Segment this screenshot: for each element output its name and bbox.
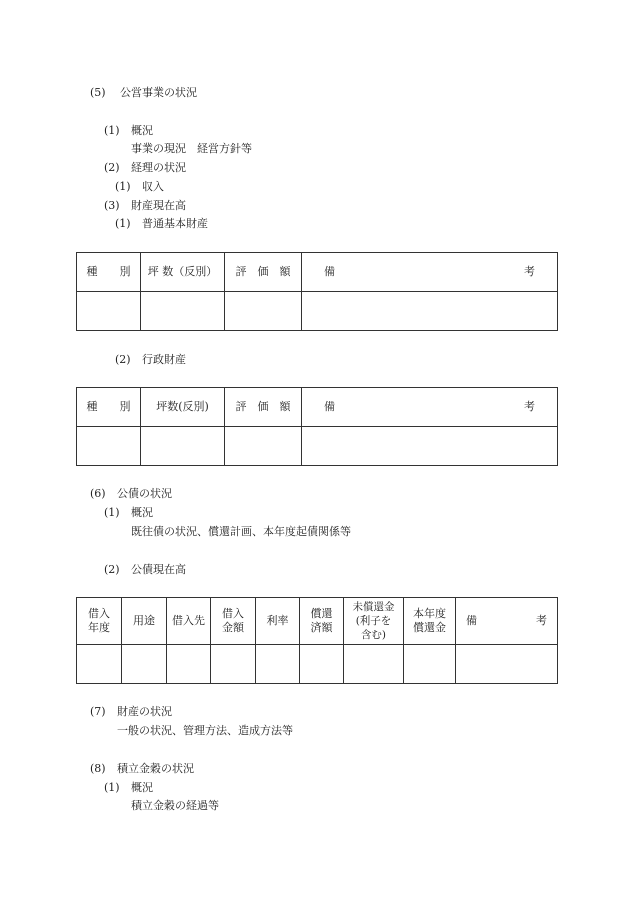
header-cell-borrow-amount: 借入 金額 xyxy=(211,598,256,645)
item-number: (2) xyxy=(115,353,131,366)
table-cell xyxy=(77,645,122,684)
section-title: 財産の状況 xyxy=(117,705,172,718)
header-cell-current-repayment: 本年度 償還金 xyxy=(404,598,456,645)
table-cell xyxy=(256,645,300,684)
item-5-2-1-heading xyxy=(115,180,164,194)
table-header-row xyxy=(77,388,558,427)
subsection-number: (2) xyxy=(104,563,120,576)
table-cell xyxy=(456,645,558,684)
header-cell-area: 坪 数（反別） xyxy=(141,253,225,292)
table-header-row xyxy=(77,253,558,292)
subsection-6-1-description: 既往債の状況、償還計画、本年度起債関係等 xyxy=(131,525,351,538)
section-number: (6) xyxy=(90,487,106,500)
item-title: 収入 xyxy=(142,180,164,193)
table-cell xyxy=(225,427,302,466)
subsection-8-1-description: 積立金穀の経過等 xyxy=(131,799,219,812)
section-title: 公営事業の状況 xyxy=(120,86,197,99)
table-cell xyxy=(344,645,404,684)
subsection-title: 概況 xyxy=(131,506,153,519)
table-header-row xyxy=(77,598,558,645)
subsection-number: (3) xyxy=(104,199,120,212)
item-number: (1) xyxy=(115,180,131,193)
subsection-5-1-heading xyxy=(104,124,153,138)
table-row xyxy=(77,292,558,331)
table-cell xyxy=(141,427,225,466)
header-cell-outstanding: 未償還金 (利子を 含む) xyxy=(344,598,404,645)
subsection-5-3-heading xyxy=(104,199,186,213)
section-6-heading xyxy=(90,487,172,501)
subsection-title: 概況 xyxy=(131,124,153,137)
subsection-6-1-heading xyxy=(104,506,153,520)
section-7-heading xyxy=(90,705,172,719)
header-cell-value: 評 価 額 xyxy=(225,388,302,427)
administrative-property-table xyxy=(76,387,558,466)
subsection-title: 概況 xyxy=(131,781,153,794)
table-cell xyxy=(225,292,302,331)
table-cell xyxy=(77,292,141,331)
header-cell-type: 種 別 xyxy=(77,253,141,292)
section-title: 積立金穀の状況 xyxy=(117,762,194,775)
header-cell-remarks: 備 考 xyxy=(302,388,558,427)
subsection-title: 公債現在高 xyxy=(131,563,186,576)
section-5-heading xyxy=(90,86,197,100)
header-cell-type: 種 別 xyxy=(77,388,141,427)
item-5-3-2-heading xyxy=(115,353,186,367)
subsection-5-1-description: 事業の現況 経営方針等 xyxy=(131,142,252,155)
table-cell xyxy=(211,645,256,684)
item-5-3-1-heading xyxy=(115,217,208,231)
subsection-title: 財産現在高 xyxy=(131,199,186,212)
table-cell xyxy=(404,645,456,684)
header-cell-value: 評 価 額 xyxy=(225,253,302,292)
subsection-title: 経理の状況 xyxy=(131,161,186,174)
subsection-number: (2) xyxy=(104,161,120,174)
table-cell xyxy=(122,645,167,684)
subsection-number: (1) xyxy=(104,506,120,519)
header-cell-borrow-year: 借入 年度 xyxy=(77,598,122,645)
section-8-heading xyxy=(90,762,194,776)
section-title: 公債の状況 xyxy=(117,487,172,500)
public-debt-table xyxy=(76,597,558,684)
header-cell-lender: 借入先 xyxy=(167,598,211,645)
subsection-number: (1) xyxy=(104,124,120,137)
item-title: 行政財産 xyxy=(142,353,186,366)
table-row xyxy=(77,427,558,466)
section-number: (5) xyxy=(90,86,106,99)
table-cell xyxy=(302,292,558,331)
header-cell-repaid-amount: 償還 済額 xyxy=(300,598,344,645)
subsection-number: (1) xyxy=(104,781,120,794)
header-cell-remarks: 備 考 xyxy=(456,598,558,645)
section-7-description: 一般の状況、管理方法、造成方法等 xyxy=(117,724,293,737)
item-title: 普通基本財産 xyxy=(142,217,208,230)
ordinary-property-table xyxy=(76,252,558,331)
subsection-6-2-heading xyxy=(104,563,186,577)
header-cell-purpose: 用途 xyxy=(122,598,167,645)
section-number: (8) xyxy=(90,762,106,775)
header-cell-remarks: 備 考 xyxy=(302,253,558,292)
subsection-5-2-heading xyxy=(104,161,186,175)
table-cell xyxy=(300,645,344,684)
table-cell xyxy=(167,645,211,684)
section-number: (7) xyxy=(90,705,106,718)
header-cell-area: 坪数(反別) xyxy=(141,388,225,427)
table-row xyxy=(77,645,558,684)
table-cell xyxy=(141,292,225,331)
subsection-8-1-heading xyxy=(104,781,153,795)
table-cell xyxy=(302,427,558,466)
item-number: (1) xyxy=(115,217,131,230)
table-cell xyxy=(77,427,141,466)
header-cell-interest-rate: 利率 xyxy=(256,598,300,645)
